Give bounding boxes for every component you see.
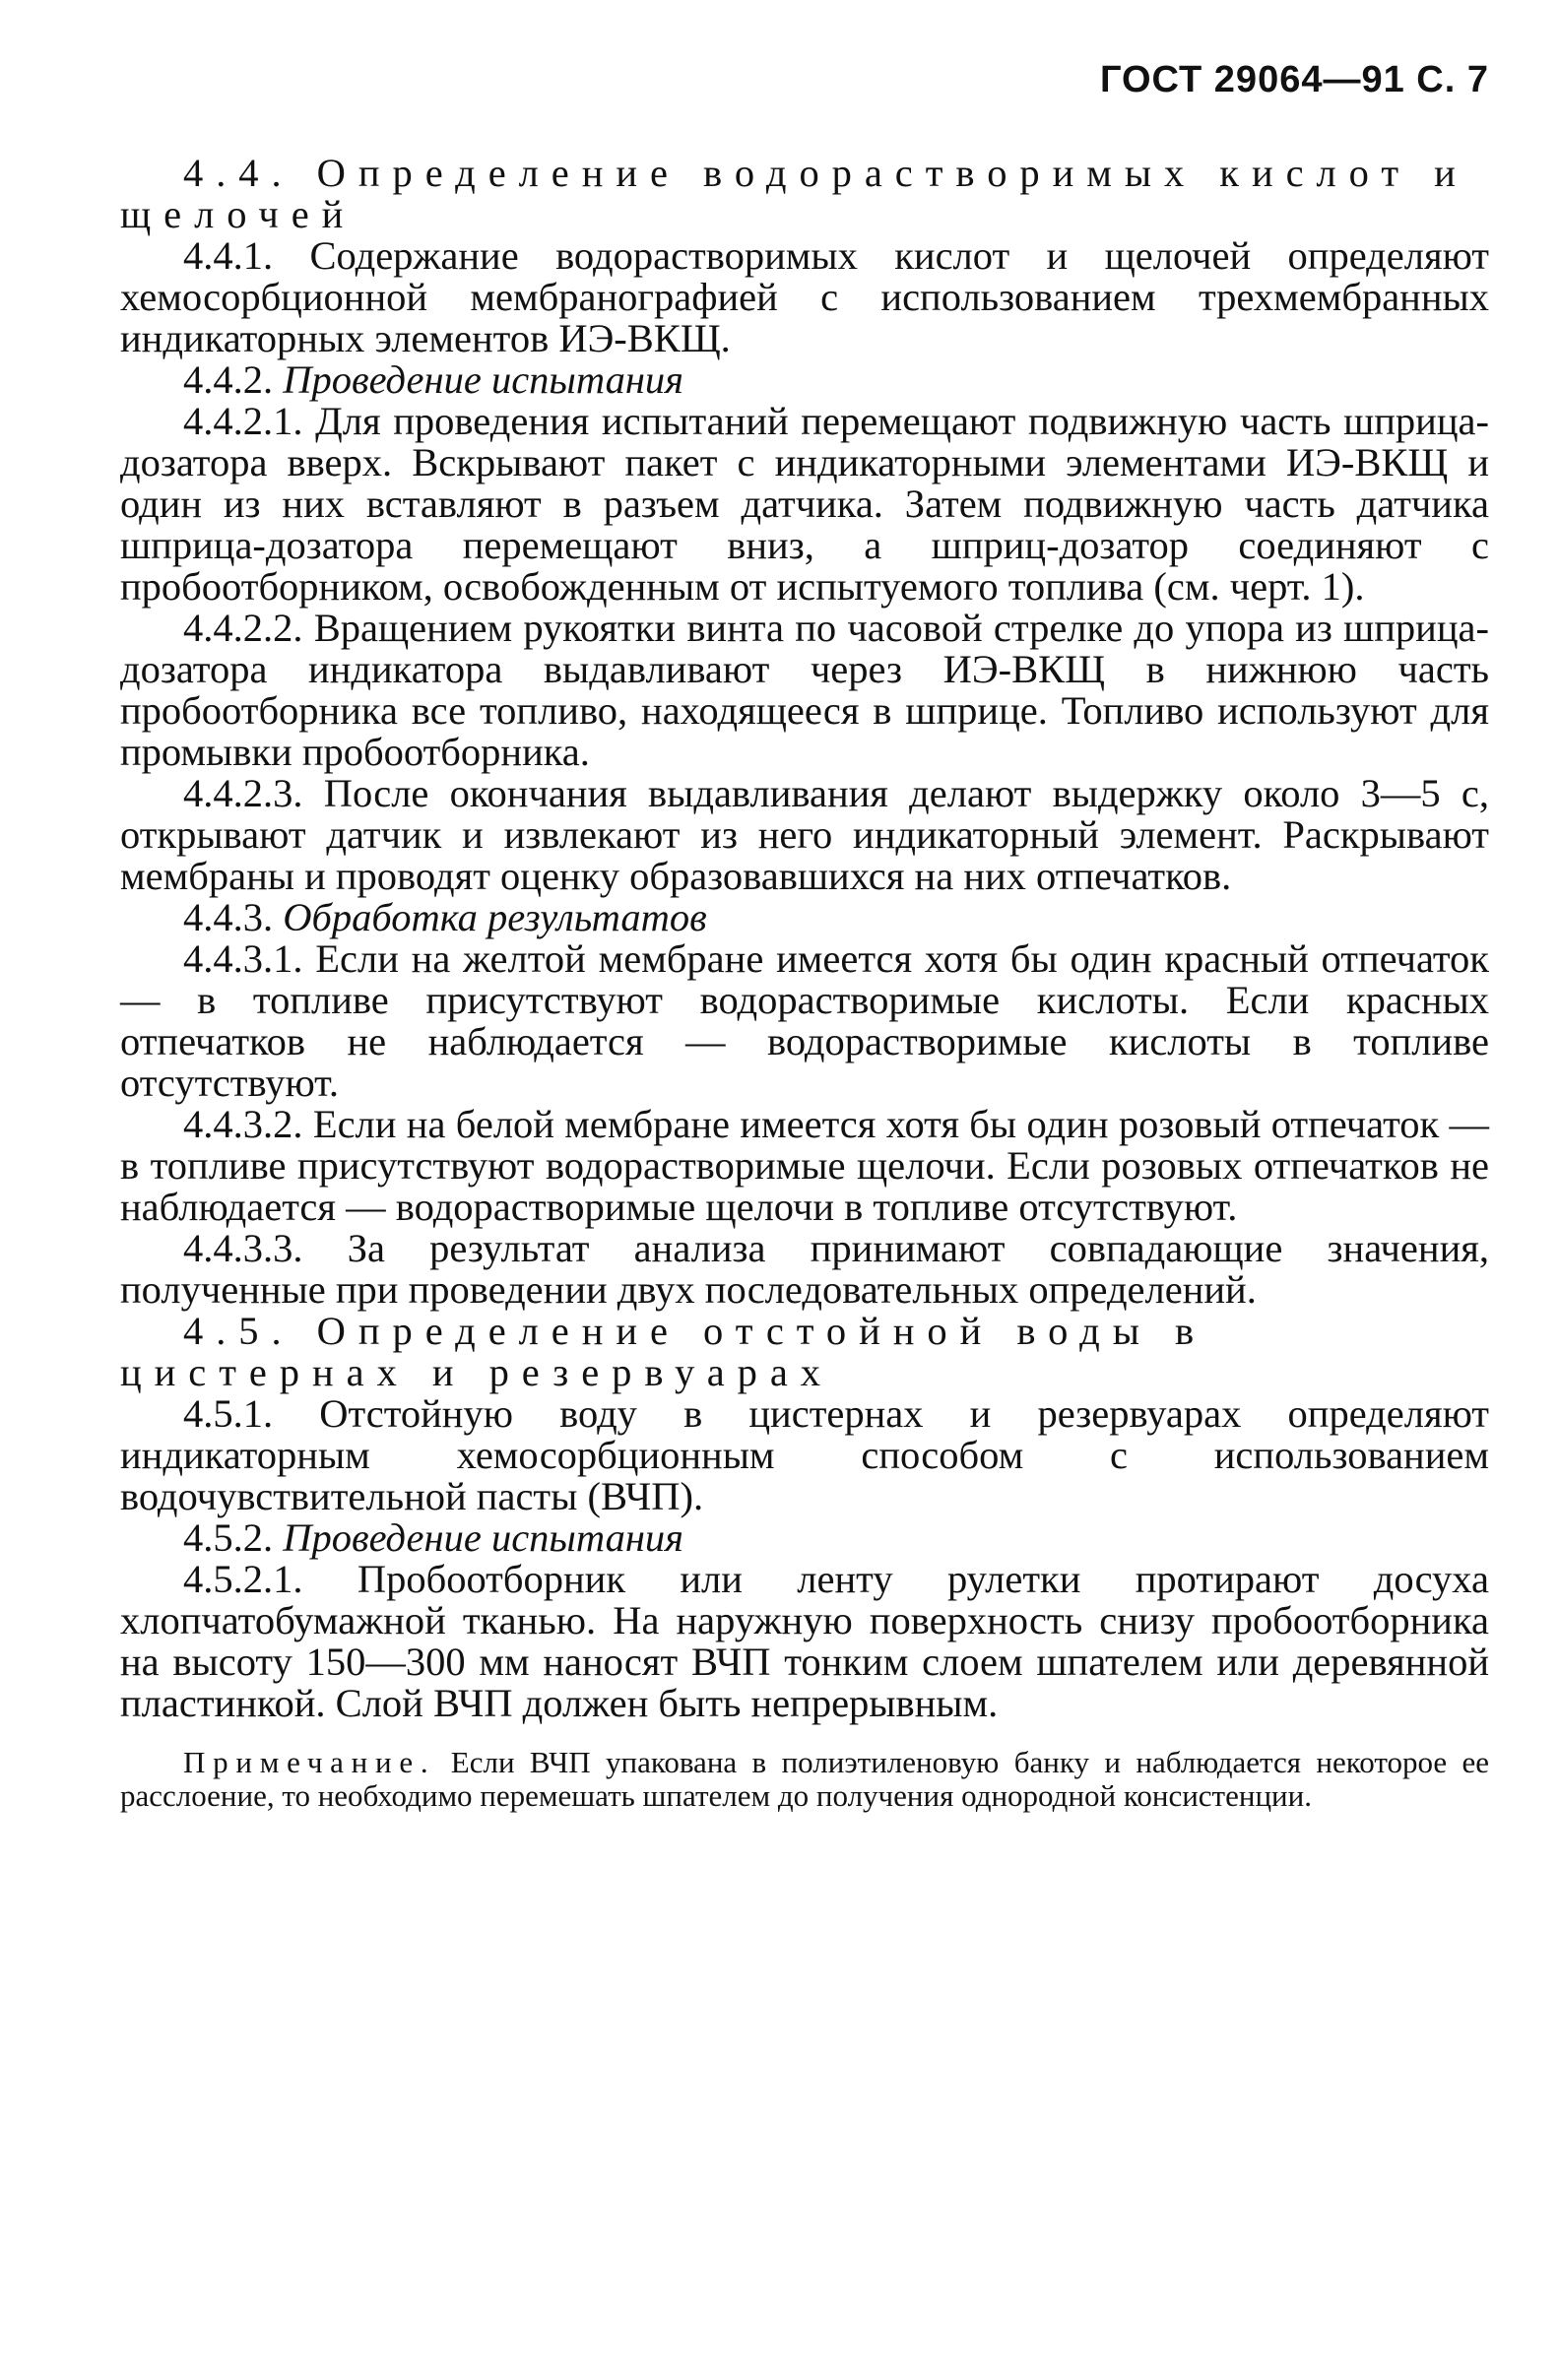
subsection-heading-4-4-2 bbox=[120, 359, 1489, 401]
paragraph-4-5-1: 4.5.1. Отстойную воду в цистернах и резервуарах определяют индикаторным хемосорбционным способом с использованием водочувствительной пасты (ВЧП). bbox=[120, 1391, 1489, 1518]
subsection-number: 4.5.2. bbox=[183, 1515, 274, 1560]
paragraph-4-4-1: 4.4.1. Содержание водорастворимых кислот и щелочей определяют хемосорбционной мембранографией с использованием трехмембранных индикаторных элементов ИЭ-ВКЩ. bbox=[120, 233, 1489, 360]
paragraph-4-4-3-2: 4.4.3.2. Если на белой мембране имеется хотя бы один розовый отпечаток — в топливе присутствуют водорастворимые щелочи. Если розовых отпечатков не наблюдается — водорастворимые щелочи в топливе отсутствуют. bbox=[120, 1102, 1489, 1229]
subsection-heading-4-4-3 bbox=[120, 897, 1489, 938]
note bbox=[120, 1746, 1489, 1813]
paragraph-4-4-2-3: 4.4.2.3. После окончания выдавливания делают выдержку около 3—5 с, открывают датчик и извлекают из него индикаторный элемент. Раскрывают мембраны и проводят оценку образовавшихся на них отпечатков. bbox=[120, 771, 1489, 898]
paragraph-4-4-3-1: 4.4.3.1. Если на желтой мембране имеется хотя бы один красный отпечаток — в топливе присутствуют водорастворимые кислоты. Если красных отпечатков не наблюдается — водорастворимые кислоты в топливе отсутствуют. bbox=[120, 936, 1489, 1105]
section-heading-4-4: 4.4. Определение водорастворимых кислот и щелочей bbox=[120, 151, 1468, 236]
paragraph-4-4-2-2: 4.4.2.2. Вращением рукоятки винта по часовой стрелке до упора из шприца-дозатора индикатора выдавливают через ИЭ-ВКЩ в нижнюю часть пробоотборника все топливо, находящееся в шприце. Топливо используют для промывки пробоотборника. bbox=[120, 606, 1489, 774]
document-page bbox=[120, 59, 1489, 1843]
note-text: Если ВЧП упакована в полиэтиленовую банку и наблюдается некоторое ее расслоение, то необходимо перемешать шпателем до получения однородной консистенции. bbox=[120, 1745, 1490, 1813]
subsection-number: 4.4.2. bbox=[183, 357, 274, 402]
running-header: ГОСТ 29064—91 С. 7 bbox=[1099, 59, 1489, 100]
subsection-heading-4-5-2 bbox=[120, 1517, 1489, 1559]
subsection-title: Обработка результатов bbox=[283, 895, 707, 939]
paragraph-4-5-2-1: 4.5.2.1. Пробоотборник или ленту рулетки протирают досуха хлопчатобумажной тканью. На наружную поверхность снизу пробоотборника на высоту 150—300 мм наносят ВЧП тонким слоем шпателем или деревянной пластинкой. Слой ВЧП должен быть непрерывным. bbox=[120, 1557, 1489, 1725]
paragraph-4-4-2-1: 4.4.2.1. Для проведения испытаний перемещают подвижную часть шприца-дозатора вверх. Вскрывают пакет с индикаторными элементами ИЭ-ВКЩ и один из них вставляют в разъем датчика. Затем подвижную часть датчика шприца-дозатора перемещают вниз, а шприц-дозатор соединяют с пробоотборником, освобожденным от испытуемого топлива (см. черт. 1). bbox=[120, 399, 1489, 609]
subsection-title: Проведение испытания bbox=[283, 1515, 684, 1560]
note-label: Примечание. bbox=[183, 1745, 436, 1779]
subsection-number: 4.4.3. bbox=[183, 895, 274, 939]
section-heading-4-5: 4.5. Определение отстойной воды в цистернах и резервуарах bbox=[120, 1309, 1207, 1394]
subsection-title: Проведение испытания bbox=[283, 357, 684, 402]
paragraph-4-4-3-3: 4.4.3.3. За результат анализа принимают совпадающие значения, полученные при проведении двух последовательных определений. bbox=[120, 1226, 1489, 1312]
